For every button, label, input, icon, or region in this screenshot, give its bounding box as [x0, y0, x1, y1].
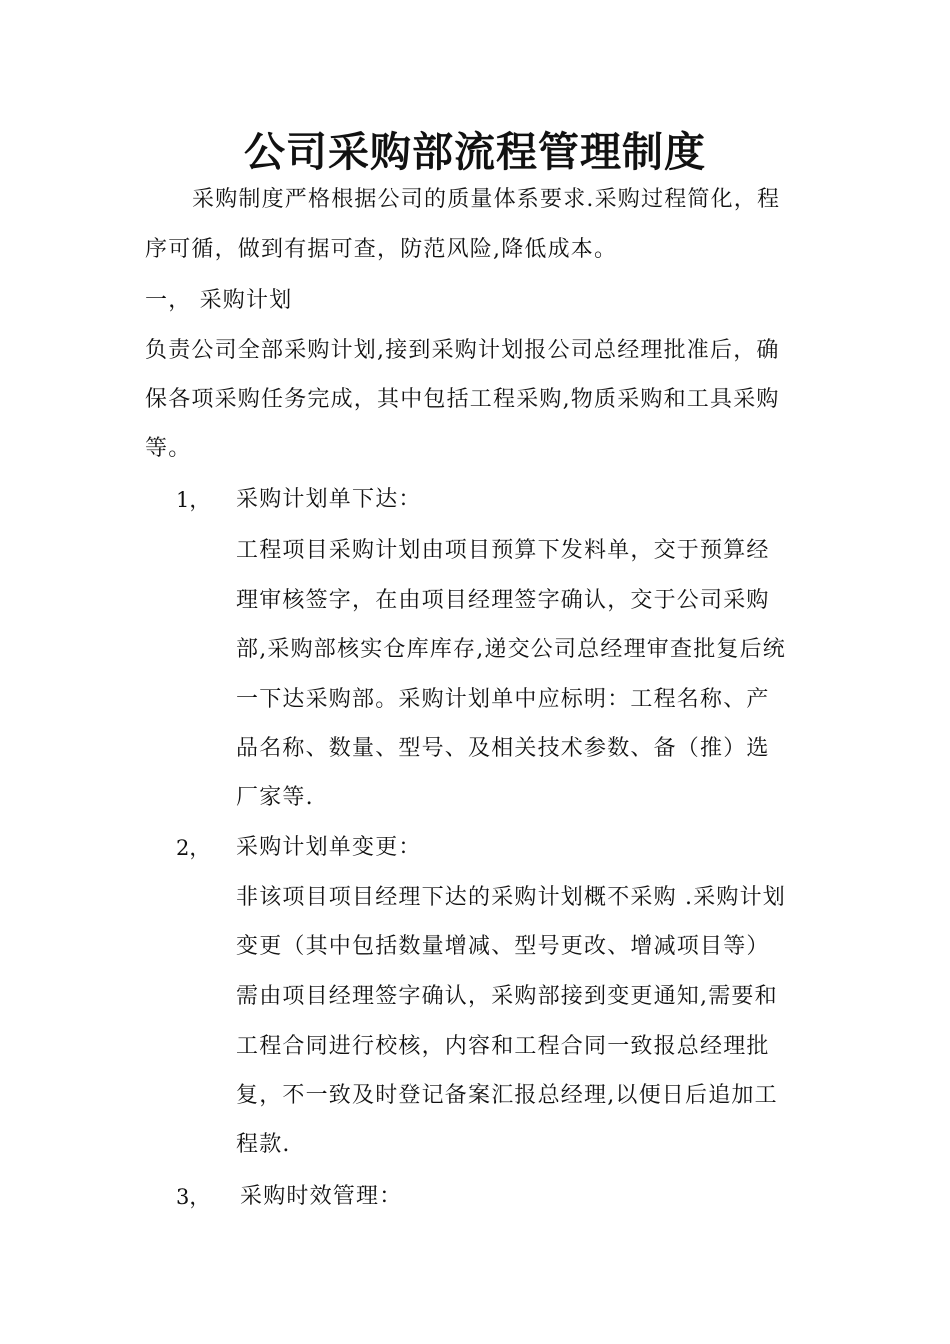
item-number: 3， [176, 1185, 211, 1209]
item-line: 厂家等. [236, 785, 314, 810]
section-heading: 一， 采购计划 [145, 288, 293, 313]
item-line: 品名称、数量、型号、及相关技术参数、备（推）选 [236, 736, 770, 761]
item-line: 部,采购部核实仓库库存,递交公司总经理审查批复后统 [236, 637, 786, 662]
page-title: 公司采购部流程管理制度 [244, 128, 706, 176]
item-number: 1， [176, 488, 211, 512]
intro-line-1: 采购制度严格根据公司的质量体系要求.采购过程简化，程 [192, 187, 781, 212]
item-title: 采购计划单下达： [236, 487, 422, 512]
item-line: 程款. [236, 1132, 291, 1157]
item-line: 工程项目采购计划由项目预算下发料单，交于预算经 [236, 538, 770, 563]
intro-line-2: 序可循，做到有据可查，防范风险,降低成本。 [145, 237, 618, 262]
item-line: 工程合同进行校核，内容和工程合同一致报总经理批 [236, 1034, 770, 1059]
item-line: 一下达采购部。采购计划单中应标明：工程名称、产 [236, 687, 770, 712]
item-title: 采购计划单变更： [236, 835, 422, 860]
item-line: 复，不一致及时登记备案汇报总经理,以便日后追加工 [236, 1083, 778, 1108]
item-line: 需由项目经理签字确认，采购部接到变更通知,需要和 [236, 984, 778, 1009]
item-title: 采购时效管理： [240, 1184, 403, 1209]
section-body-line-1: 负责公司全部采购计划,接到采购计划报公司总经理批准后，确 [145, 338, 780, 363]
item-line: 理审核签字，在由项目经理签字确认，交于公司采购 [236, 588, 770, 613]
section-body-line-2: 保各项采购任务完成，其中包括工程采购,物质采购和工具采购 [145, 387, 780, 412]
item-number: 2， [176, 836, 211, 860]
section-body-line-3: 等。 [145, 436, 192, 461]
item-line: 非该项目项目经理下达的采购计划概不采购 .采购计划 [236, 885, 786, 910]
item-line: 变更（其中包括数量增减、型号更改、增减项目等） [236, 934, 770, 959]
